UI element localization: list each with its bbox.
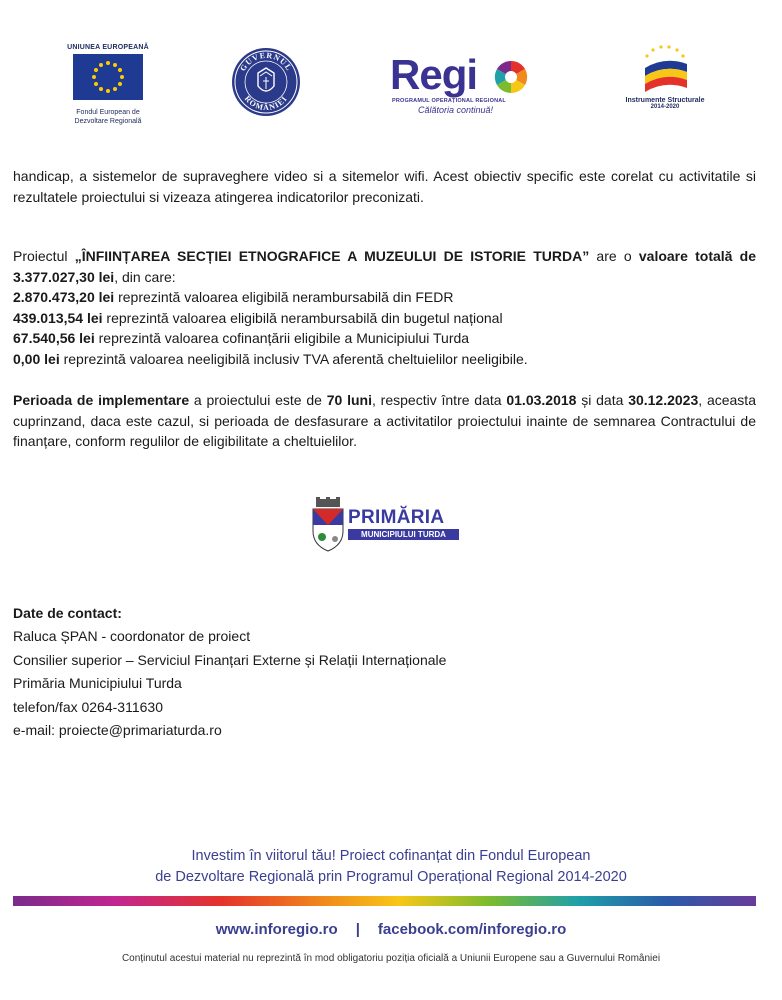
value-amount: 0,00 lei [13, 350, 60, 367]
period-text: a proiectului este de [189, 392, 327, 408]
facebook-link[interactable]: facebook.com/inforegio.ro [377, 921, 567, 938]
eu-fedr-logo [66, 44, 150, 126]
value-amount: 2.870.473,20 lei [13, 289, 115, 305]
period-months: 70 luni [326, 392, 372, 408]
instrumente-title: Instrumente Structurale [625, 97, 705, 104]
period-label: Perioada de implementare [13, 392, 190, 408]
regio-wheel-icon [494, 60, 528, 94]
value-line-3 [13, 328, 756, 349]
instrumente-structurale-icon [637, 44, 693, 96]
project-total-value: valoare totală de 3.377.027,30 lei [13, 248, 756, 285]
contact-line: Primăria Municipiului Turda [13, 675, 182, 692]
contact-line: Raluca ȘPAN - coordonator de proiect [13, 628, 251, 645]
disclaimer: Conținutul acestui material nu reprezintă în mod obligatoriu poziția oficială a Uniunii Europene sau a Guvernului României [121, 953, 661, 964]
period-text: și data [576, 392, 629, 408]
project-paragraph [13, 246, 756, 287]
value-line-2 [13, 308, 756, 329]
primaria-subtitle: MUNICIPIULUI TURDA [348, 529, 459, 540]
project-mid: are o [589, 248, 639, 264]
period-end-date: 30.12.2023 [628, 392, 699, 408]
value-text: reprezintă valoarea cofinanțării eligibile a Municipiului Turda [94, 330, 470, 346]
eu-subtitle-2: Dezvoltare Regională [74, 118, 142, 125]
contact-block [13, 602, 753, 742]
instrumente-structurale-logo [620, 44, 710, 122]
invest-line-2: de Dezvoltare Regională prin Programul Operațional Regional 2014-2020 [155, 869, 627, 885]
link-separator: | [355, 921, 360, 938]
footer-links [0, 921, 782, 938]
value-text: reprezintă valoarea eligibilă nerambursabilă din bugetul național [102, 309, 503, 326]
turda-coat-of-arms-icon [310, 497, 346, 553]
project-name: „ÎNFIINȚAREA SECȚIEI ETNOGRAFICE A MUZEULUI DE ISTORIE TURDA” [74, 248, 590, 264]
regio-wordmark: Regi [390, 51, 478, 98]
period-paragraph [13, 390, 756, 452]
instrumente-years: 2014-2020 [650, 104, 680, 110]
rainbow-divider [13, 896, 756, 906]
value-line-4 [13, 349, 756, 370]
eu-flag-icon [73, 54, 143, 100]
regio-motto: Călătoria continuă! [418, 105, 494, 115]
value-text: reprezintă valoarea neeligibilă inclusiv TVA aferentă cheltuielilor neeligibile. [59, 350, 528, 367]
primaria-title: PRIMĂRIA [348, 507, 445, 528]
contact-heading: Date de contact: [13, 605, 122, 621]
period-text: , respectiv între data [372, 392, 507, 408]
invest-line-1: Investim în viitorul tău! Proiect cofinanțat din Fondul European [191, 848, 591, 864]
value-amount: 67.540,56 lei [13, 330, 95, 346]
value-amount: 439.013,54 lei [13, 309, 103, 326]
contact-email[interactable]: e-mail: proiecte@primariaturda.ro [13, 722, 222, 739]
cofinancing-statement [0, 846, 782, 888]
inforegio-link[interactable]: www.inforegio.ro [215, 921, 338, 938]
government-seal [230, 46, 302, 118]
regio-program: PROGRAMUL OPERAȚIONAL REGIONAL [392, 98, 506, 104]
period-text: , aceasta cuprinzand, daca este cazul, si perioada de desfasurare a activitatilor proiectului inainte de semnarea Contractului de finanțare, conform regulilor de eligibilitate a cheltuielilor. [13, 392, 756, 449]
project-tail: , din care: [114, 268, 176, 285]
primaria-turda-logo [310, 497, 462, 553]
project-intro: Proiectul [13, 248, 75, 264]
document-body [13, 166, 756, 452]
eu-caption: UNIUNEA EUROPEANĂ [67, 44, 149, 51]
eu-subtitle-1: Fondul European de [76, 109, 140, 116]
intro-paragraph: handicap, a sistemelor de supraveghere video si a sitemelor wifi. Acest obiectiv specific este corelat cu activitatile si rezultatele proiectului si vizeaza atingerea indicatorilor preconizati. [13, 168, 756, 205]
government-seal-icon [230, 46, 302, 118]
value-text: reprezintă valoarea eligibilă nerambursabilă din FEDR [114, 289, 454, 305]
seal-top-text: GUVERNUL [238, 50, 294, 73]
seal-bottom-text: ROMÂNIEI [242, 93, 290, 113]
regio-logo [390, 51, 540, 118]
contact-line: Consilier superior – Serviciul Finanțari Externe și Relații Internaționale [13, 651, 447, 668]
contact-phone: telefon/fax 0264-311630 [13, 698, 163, 715]
value-line-1 [13, 287, 756, 308]
period-start-date: 01.03.2018 [506, 392, 577, 408]
